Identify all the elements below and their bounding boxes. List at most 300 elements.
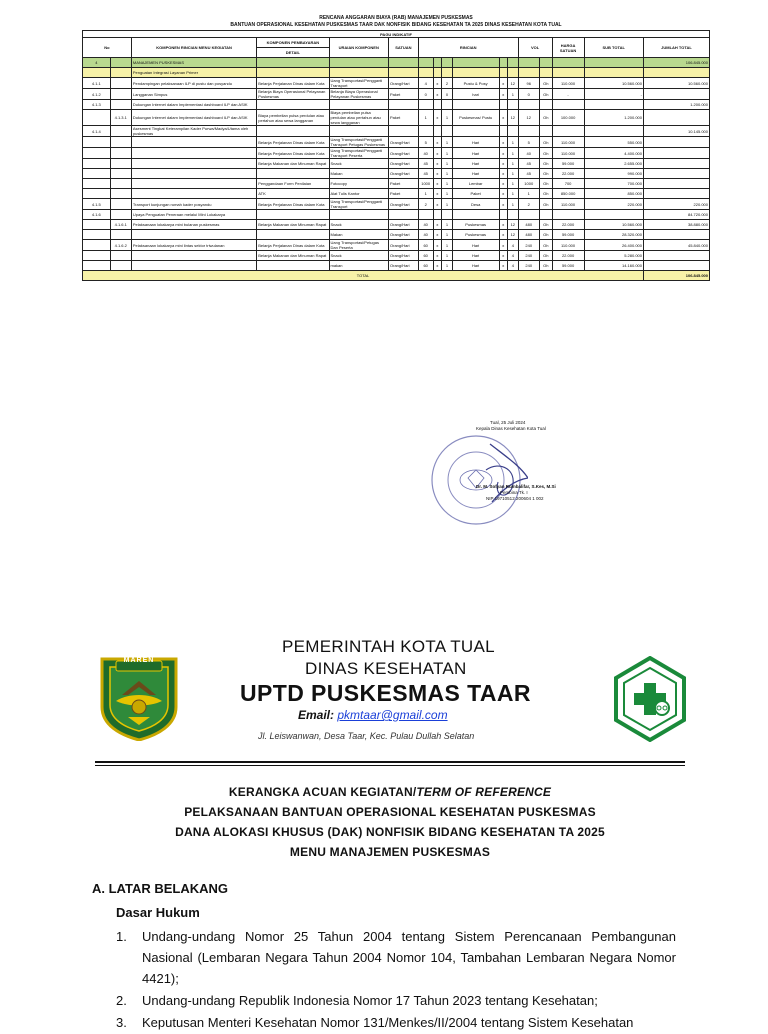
cell-uraian: Snack (329, 220, 389, 230)
cell-vol-unit: Oh (539, 169, 552, 179)
cell-r2: x (433, 220, 442, 230)
cell-r4: Hari (452, 159, 499, 169)
cell-vol-unit: Oh (539, 78, 552, 89)
cell-r5: x (499, 179, 508, 189)
cell-satuan: Orang/Hari (389, 137, 419, 148)
cell-r4 (452, 210, 499, 220)
cell-satuan: Orang/Hari (389, 230, 419, 240)
subsection-heading: Dasar Hukum (116, 905, 200, 920)
cell-vol (518, 100, 539, 110)
cell-no (83, 137, 111, 148)
cell-r2: x (433, 148, 442, 159)
title-line-2: PELAKSANAAN BANTUAN OPERASIONAL KESEHATAN PUSKESMAS (184, 805, 596, 819)
cell-subtotal: 28.320.000 (584, 230, 644, 240)
cell-r5 (499, 210, 508, 220)
cell-r4: Hari (452, 169, 499, 179)
cell-r3: 1 (442, 220, 453, 230)
cell-r1 (418, 210, 433, 220)
cell-r2 (433, 68, 442, 78)
cell-komponen: Penguatan Integrasi Layanan Primer (131, 68, 256, 78)
cell-r2 (433, 210, 442, 220)
cell-vol: 1 (518, 189, 539, 199)
cell-r1: 1 (418, 110, 433, 126)
cell-subtotal: 700.000 (584, 179, 644, 189)
cell-subtotal: 5.280.000 (584, 251, 644, 261)
list-item-number: 1. (116, 929, 127, 944)
cell-r4: Puskesmas (452, 230, 499, 240)
cell-detail: Biaya pembelian pulsa perdulan atau pertahun atau sewa langganan (257, 110, 329, 126)
cell-uraian (329, 100, 389, 110)
cell-komponen: MANAJEMEN PUSKESMAS (131, 58, 256, 68)
cell-harga (552, 100, 584, 110)
cell-vol-unit: Oh (539, 261, 552, 271)
title-line-4: MENU MANAJEMEN PUSKESMAS (289, 845, 491, 859)
cell-jumlah (644, 148, 710, 159)
cell-no (83, 179, 111, 189)
cell-r5: x (499, 240, 508, 251)
cell-jumlah (644, 110, 710, 126)
cell-vol (518, 210, 539, 220)
cell-r6: 12 (508, 110, 519, 126)
cell-jumlah (644, 89, 710, 100)
cell-r5: x (499, 220, 508, 230)
cell-vol: 96 (518, 78, 539, 89)
cell-no2 (110, 126, 131, 137)
title-line-1 (95, 782, 685, 802)
rab-subtitle: BANTUAN OPERASIONAL KESEHATAN PUSKESMAS TAAR DAK NONFISIK BIDANG KESEHATAN TA 2025 DINAS KESEHATAN KOTA TUAL (230, 22, 562, 28)
cell-r5 (499, 100, 508, 110)
cell-no2 (110, 230, 131, 240)
cell-no (83, 240, 111, 251)
col-harga: HARGA SATUAN (552, 38, 584, 58)
table-row (83, 261, 710, 271)
cell-no2 (110, 89, 131, 100)
cell-komponen: Dukungan Internet dalam Implementasi dashboard ILP dan ASIK (131, 110, 256, 126)
col-detail: DETAIL (257, 48, 329, 58)
cell-komponen: Upaya Penguatan Peneraan melalui Mini Lokakarya (131, 210, 256, 220)
table-row (83, 58, 710, 68)
cell-komponen: Dukungan Internet dalam Implementasi dashboard ILP dan ASIK (131, 100, 256, 110)
cell-r6: 12 (508, 230, 519, 240)
sign-place-date: Tual, 25 Juli 2024 (490, 420, 526, 425)
table-row (83, 78, 710, 89)
cell-subtotal: 14.160.000 (584, 261, 644, 271)
cell-harga: - (552, 89, 584, 100)
cell-jumlah: 45.840.000 (644, 240, 710, 251)
cell-detail: ATK (257, 189, 329, 199)
cell-r3 (442, 68, 453, 78)
cell-vol: 480 (518, 220, 539, 230)
cell-satuan: Paket (389, 89, 419, 100)
cell-r1: 60 (418, 261, 433, 271)
cell-detail: Belanja Perjalanan Dinas dalam Kota (257, 199, 329, 210)
cell-no: 4.1.5 (83, 199, 111, 210)
cell-r6: 12 (508, 220, 519, 230)
cell-uraian: Makan (329, 230, 389, 240)
cell-r3: 0 (442, 89, 453, 100)
cell-r6 (508, 68, 519, 78)
cell-r3 (442, 100, 453, 110)
cell-no2: 4.1.6.2 (110, 240, 131, 251)
cell-no2 (110, 179, 131, 189)
cell-komponen (131, 169, 256, 179)
cell-vol (518, 126, 539, 137)
cell-no2 (110, 137, 131, 148)
cell-no (83, 68, 111, 78)
cell-r2: x (433, 89, 442, 100)
cell-vol: 480 (518, 230, 539, 240)
cell-vol-unit: Oh (539, 240, 552, 251)
cell-vol-unit: Oh (539, 89, 552, 100)
list-item-number: 3. (116, 1015, 127, 1030)
cell-jumlah (644, 169, 710, 179)
cell-r2: x (433, 137, 442, 148)
cell-r4: Hari (452, 251, 499, 261)
cell-r4: Hari (452, 240, 499, 251)
cell-no (83, 110, 111, 126)
cell-uraian: Belanja Biaya Operasional Pelayanan Puskesmas (329, 89, 389, 100)
table-row (83, 126, 710, 137)
lh-address: Jl. Leiswanwan, Desa Taar, Kec. Pulau Dullah Selatan (258, 731, 475, 741)
cell-vol: 240 (518, 251, 539, 261)
cell-r5: x (499, 199, 508, 210)
cell-jumlah: 10.560.000 (644, 78, 710, 89)
cell-r4: Hari (452, 261, 499, 271)
col-subtotal: SUB TOTAL (584, 38, 644, 58)
cell-subtotal: 2.655.000 (584, 159, 644, 169)
list-item (116, 926, 676, 989)
cell-jumlah: 106.845.000 (644, 58, 710, 68)
cell-detail (257, 100, 329, 110)
cell-vol-unit: Oh (539, 159, 552, 169)
cell-r1 (418, 68, 433, 78)
cell-r1: 45 (418, 159, 433, 169)
cell-r2: x (433, 78, 442, 89)
cell-no (83, 169, 111, 179)
cell-jumlah: 84.720.000 (644, 210, 710, 220)
cell-r1: 60 (418, 251, 433, 261)
cell-r6: 4 (508, 240, 519, 251)
cell-r4 (452, 68, 499, 78)
cell-r3: 1 (442, 179, 453, 189)
col-pembayaran: KOMPONEN PEMBAYARAN (257, 38, 329, 48)
cell-detail (257, 126, 329, 137)
cell-uraian: Snack (329, 159, 389, 169)
sign-nip: NIP 19710512 200604 1 002 (486, 496, 544, 501)
cell-detail: Belanja Perjalanan Dinas dalam Kota (257, 148, 329, 159)
table-row (83, 179, 710, 189)
cell-no2 (110, 251, 131, 261)
cell-r2: x (433, 179, 442, 189)
cell-komponen (131, 148, 256, 159)
cell-r3 (442, 58, 453, 68)
cell-r5 (499, 58, 508, 68)
cell-r3: 1 (442, 240, 453, 251)
cell-satuan: Orang/Hari (389, 169, 419, 179)
cell-subtotal: 220.000 (584, 199, 644, 210)
cell-harga: 110.000 (552, 240, 584, 251)
cell-uraian: Alat Tulis Kantor (329, 189, 389, 199)
cell-harga: 110.000 (552, 137, 584, 148)
rab-sheet (82, 15, 710, 281)
cell-vol-unit: Oh (539, 189, 552, 199)
cell-no: 4.1.4 (83, 126, 111, 137)
cell-no: 4.1.3 (83, 100, 111, 110)
cell-satuan (389, 210, 419, 220)
cell-vol-unit: Oh (539, 199, 552, 210)
cell-komponen (131, 230, 256, 240)
cell-uraian (329, 210, 389, 220)
cell-r2 (433, 100, 442, 110)
city-emblem-text: MAREN (123, 657, 155, 664)
cell-jumlah (644, 251, 710, 261)
cell-r2: x (433, 240, 442, 251)
table-row (83, 230, 710, 240)
cell-subtotal: 850.000 (584, 189, 644, 199)
cell-vol-unit (539, 100, 552, 110)
cell-jumlah (644, 189, 710, 199)
col-rincian: RINCIAN (418, 38, 518, 58)
list-item-text: Undang-undang Republik Indonesia Nomor 17 Tahun 2023 tentang Kesehatan; (142, 993, 598, 1008)
cell-vol-unit: Oh (539, 110, 552, 126)
cell-r6: 1 (508, 148, 519, 159)
sign-role: Kepala Dinas Kesehatan Kota Tual (476, 426, 546, 431)
cell-r5: x (499, 261, 508, 271)
cell-jumlah (644, 68, 710, 78)
cell-vol-unit: Oh (539, 148, 552, 159)
cell-no (83, 220, 111, 230)
cell-vol: 45 (518, 159, 539, 169)
lh-department: DINAS KESEHATAN (305, 659, 467, 678)
title-line-1-italic: TERM OF REFERENCE (416, 785, 552, 799)
cell-r3: 2 (442, 78, 453, 89)
cell-r5: x (499, 110, 508, 126)
cell-no2 (110, 189, 131, 199)
cell-subtotal (584, 126, 644, 137)
col-vol: VOL (518, 38, 552, 58)
cell-r3: 1 (442, 199, 453, 210)
cell-subtotal: 4.400.000 (584, 148, 644, 159)
cell-subtotal (584, 210, 644, 220)
section-heading: A. LATAR BELAKANG (92, 881, 229, 896)
cell-vol: 45 (518, 169, 539, 179)
cell-harga: 22.000 (552, 220, 584, 230)
cell-r1: 60 (418, 240, 433, 251)
cell-r1: 1 (418, 189, 433, 199)
cell-harga: 22.000 (552, 251, 584, 261)
cell-r5: x (499, 251, 508, 261)
cell-detail (257, 210, 329, 220)
cell-harga: 59.000 (552, 261, 584, 271)
cell-satuan: Paket (389, 189, 419, 199)
cell-uraian: Uang Transportasi/Pengganti Transport Peserta (329, 148, 389, 159)
table-row (83, 240, 710, 251)
cell-no (83, 148, 111, 159)
cell-no2 (110, 68, 131, 78)
cell-r3: 1 (442, 169, 453, 179)
list-item-text: Keputusan Menteri Kesehatan Nomor 131/Menkes/II/2004 tentang Sistem Kesehatan (142, 1015, 634, 1030)
cell-r4 (452, 58, 499, 68)
cell-uraian: makan (329, 261, 389, 271)
col-satuan: SATUAN (389, 38, 419, 58)
cell-detail (257, 261, 329, 271)
cell-r4: Hari (452, 137, 499, 148)
cell-harga: 110.000 (552, 199, 584, 210)
table-row (83, 159, 710, 169)
cell-detail: Belanja Perjalanan Dinas dalam Kota (257, 137, 329, 148)
cell-detail: Belanja Makanan dan Minuman Rapat (257, 220, 329, 230)
cell-r5: x (499, 169, 508, 179)
lh-unit-name: UPTD PUSKESMAS TAAR (240, 680, 531, 706)
total-value: 106.845.000 (644, 271, 710, 281)
cell-no2 (110, 58, 131, 68)
table-row (83, 220, 710, 230)
cell-harga (552, 210, 584, 220)
cell-komponen (131, 251, 256, 261)
cell-r6: 1 (508, 199, 519, 210)
cell-no2 (110, 159, 131, 169)
cell-detail: Belanja Makanan dan Minuman Rapat (257, 159, 329, 169)
cell-no (83, 251, 111, 261)
cell-harga: 59.000 (552, 230, 584, 240)
cell-satuan: Orang/Hari (389, 261, 419, 271)
cell-r4: Paket (452, 189, 499, 199)
cell-r5: x (499, 230, 508, 240)
cell-vol-unit: Oh (539, 251, 552, 261)
cell-r4: Puskesmas (452, 220, 499, 230)
cell-r4: hari (452, 89, 499, 100)
cell-satuan: Orang/Hari (389, 199, 419, 210)
cell-komponen: Langganan Simpus (131, 89, 256, 100)
cell-detail (257, 68, 329, 78)
table-row (83, 100, 710, 110)
cell-satuan: Orang/Hari (389, 78, 419, 89)
table-row (83, 110, 710, 126)
cell-subtotal: 10.560.000 (584, 220, 644, 230)
cell-r6 (508, 126, 519, 137)
cell-r3 (442, 210, 453, 220)
cell-uraian: Uang Transportasi/Petugas Dan Peserta (329, 240, 389, 251)
cell-r3 (442, 126, 453, 137)
cell-r4: Lembar (452, 179, 499, 189)
cell-jumlah: 10.145.000 (644, 126, 710, 137)
cell-komponen: Asesment Tingkat Keterampilan Kader Purwa/Madya/Utama oleh puskesmas (131, 126, 256, 137)
cell-satuan (389, 100, 419, 110)
cell-r6: 12 (508, 78, 519, 89)
cell-komponen (131, 261, 256, 271)
cell-subtotal: - (584, 89, 644, 100)
cell-r6: 4 (508, 261, 519, 271)
cell-uraian: Uang Transportasi/Pengganti Transport Petugas Puskesmas (329, 137, 389, 148)
cell-vol-unit: Oh (539, 179, 552, 189)
cell-jumlah (644, 230, 710, 240)
cell-harga (552, 58, 584, 68)
cell-satuan: Orang/Hari (389, 159, 419, 169)
cell-r2: x (433, 199, 442, 210)
table-row (83, 210, 710, 220)
lh-email-label: Email: (298, 708, 335, 722)
cell-r1: 45 (418, 169, 433, 179)
document-title (95, 782, 685, 862)
cell-subtotal: 1.200.000 (584, 110, 644, 126)
list-item (116, 990, 676, 1011)
cell-r2: x (433, 230, 442, 240)
cell-satuan: Orang/Hari (389, 240, 419, 251)
lh-email-link[interactable]: pkmtaar@gmail.com (337, 708, 448, 722)
cell-no2 (110, 261, 131, 271)
cell-jumlah (644, 137, 710, 148)
total-label: TOTAL (83, 271, 644, 281)
cell-vol: 240 (518, 261, 539, 271)
cell-komponen (131, 179, 256, 189)
cell-no2 (110, 199, 131, 210)
cell-komponen: Pelaksanaan lokakarya mini lintas sektor triwulanan (131, 240, 256, 251)
cell-komponen (131, 159, 256, 169)
signature-block (430, 420, 600, 502)
cell-no2: 4.1.6.1 (110, 220, 131, 230)
cell-satuan (389, 126, 419, 137)
cell-uraian: Makan (329, 169, 389, 179)
cell-r2 (433, 126, 442, 137)
cell-r5: x (499, 137, 508, 148)
cell-satuan: Orang/Hari (389, 220, 419, 230)
cell-satuan (389, 68, 419, 78)
table-row (83, 68, 710, 78)
cell-r6 (508, 58, 519, 68)
cell-no2 (110, 210, 131, 220)
cell-r5 (499, 126, 508, 137)
cell-r6: 1 (508, 89, 519, 100)
city-emblem-logo (98, 655, 180, 741)
sign-rank: Pembina Tk. I (500, 490, 528, 495)
cell-satuan (389, 58, 419, 68)
cell-r1: 40 (418, 148, 433, 159)
cell-detail: Belanja Perjalanan Dinas dalam Kota (257, 240, 329, 251)
cell-vol-unit (539, 68, 552, 78)
cell-r4 (452, 100, 499, 110)
puskesmas-logo (612, 656, 688, 742)
cell-r2: x (433, 189, 442, 199)
cell-r3: 1 (442, 189, 453, 199)
cell-subtotal (584, 58, 644, 68)
cell-satuan: Paket (389, 179, 419, 189)
cell-jumlah: 220.000 (644, 199, 710, 210)
cell-subtotal (584, 100, 644, 110)
cell-harga: 59.000 (552, 159, 584, 169)
cell-komponen: Pendampingan pelaksanaan ILP di pustu dan posyandu (131, 78, 256, 89)
cell-harga: 110.000 (552, 78, 584, 89)
cell-r3: 1 (442, 148, 453, 159)
cell-no2 (110, 169, 131, 179)
cell-satuan: Orang/Hari (389, 251, 419, 261)
cell-komponen (131, 137, 256, 148)
cell-no (83, 159, 111, 169)
cell-jumlah (644, 159, 710, 169)
table-row (83, 251, 710, 261)
cell-detail (257, 58, 329, 68)
table-row (83, 137, 710, 148)
cell-uraian (329, 126, 389, 137)
cell-r6 (508, 100, 519, 110)
cell-r1: 2 (418, 199, 433, 210)
table-row (83, 169, 710, 179)
cell-r3: 1 (442, 261, 453, 271)
cell-r2 (433, 58, 442, 68)
cell-detail: Belanja Perjalanan Dinas dalam Kota (257, 78, 329, 89)
cell-uraian: Biaya pembelian pulsa perdulan atau pertahun atau sewa langganan (329, 110, 389, 126)
table-row (83, 148, 710, 159)
cell-uraian: Fotocopy (329, 179, 389, 189)
